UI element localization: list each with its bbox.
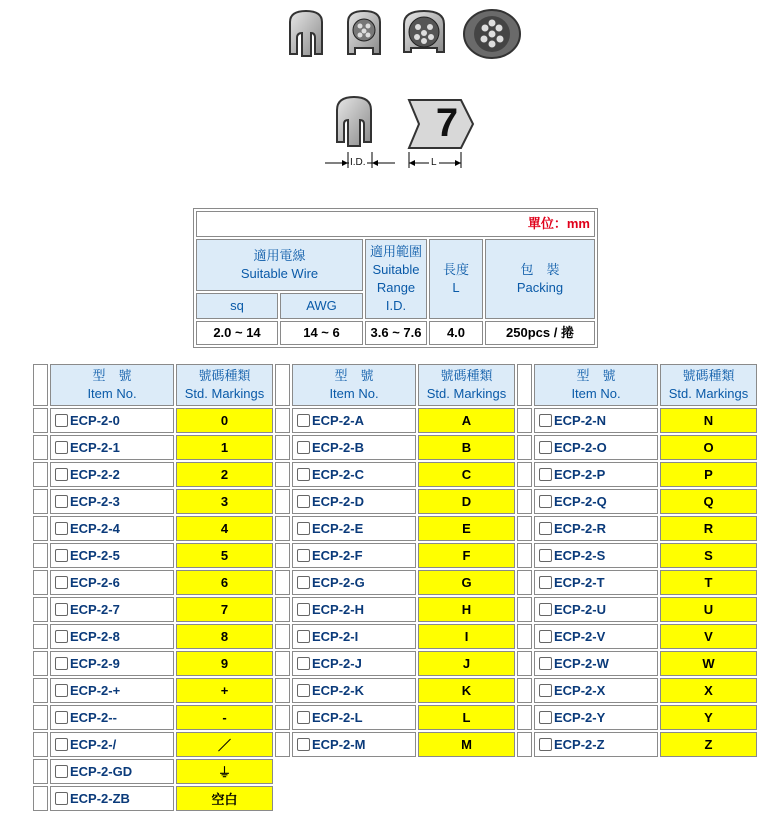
marking-cell: 1 (176, 435, 273, 460)
row-gap (275, 597, 290, 622)
row-gap (517, 732, 532, 757)
item-checkbox[interactable] (297, 414, 310, 427)
marking-cell: 7 (176, 597, 273, 622)
marking-cell: 2 (176, 462, 273, 487)
header-gap (517, 364, 532, 406)
table-row (33, 624, 757, 649)
marking-cell: 6 (176, 570, 273, 595)
row-gap (517, 570, 532, 595)
header-gap (275, 364, 290, 406)
item-checkbox[interactable] (297, 684, 310, 697)
range-value: 3.6 ~ 7.6 (365, 321, 427, 345)
item-number: ECP-2-GD (70, 764, 133, 779)
row-gap (33, 759, 48, 784)
item-cell (50, 624, 174, 649)
item-number: ECP-2-C (312, 467, 365, 482)
item-cell (292, 705, 416, 730)
table-row (33, 489, 757, 514)
item-number: ECP-2-1 (70, 440, 120, 455)
item-number: ECP-2-Z (554, 737, 605, 752)
row-gap (275, 570, 290, 595)
item-number: ECP-2-4 (70, 521, 120, 536)
item-number: ECP-2-3 (70, 494, 120, 509)
l-dimension-label: L (431, 157, 437, 168)
item-number: ECP-2-U (554, 602, 607, 617)
item-number: ECP-2-I (312, 629, 359, 644)
row-gap (275, 624, 290, 649)
table-row (33, 516, 757, 541)
item-cell (50, 597, 174, 622)
packing-header: 包 裝 Packing (485, 239, 595, 319)
item-checkbox[interactable] (55, 738, 68, 751)
item-checkbox[interactable] (539, 414, 552, 427)
marking-cell: L (418, 705, 515, 730)
marking-cell: D (418, 489, 515, 514)
row-gap (275, 651, 290, 676)
row-gap (33, 678, 48, 703)
item-checkbox[interactable] (297, 468, 310, 481)
item-checkbox[interactable] (55, 765, 68, 778)
row-gap (275, 543, 290, 568)
item-cell (534, 597, 658, 622)
item-checkbox[interactable] (539, 576, 552, 589)
item-no-header: 型 號 Item No. (534, 364, 658, 406)
item-number: ECP-2-- (70, 710, 117, 725)
item-number: ECP-2-T (554, 575, 605, 590)
item-checkbox[interactable] (55, 495, 68, 508)
marking-cell: - (176, 705, 273, 730)
item-number: ECP-2-Y (554, 710, 606, 725)
table-row (33, 732, 757, 757)
row-gap (275, 462, 290, 487)
row-gap (517, 651, 532, 676)
item-number: ECP-2-X (554, 683, 606, 698)
item-cell (292, 462, 416, 487)
table-row (33, 786, 757, 811)
row-gap (275, 732, 290, 757)
marking-cell: V (660, 624, 757, 649)
marking-cell: P (660, 462, 757, 487)
table-row (33, 408, 757, 433)
marking-cell: X (660, 678, 757, 703)
row-gap (33, 732, 48, 757)
item-number: ECP-2-A (312, 413, 365, 428)
row-gap (33, 408, 48, 433)
table-row (33, 678, 757, 703)
item-checkbox[interactable] (55, 441, 68, 454)
item-number: ECP-2-6 (70, 575, 120, 590)
table-row (33, 651, 757, 676)
spec-table (193, 208, 598, 348)
sq-value: 2.0 ~ 14 (196, 321, 278, 345)
empty-cell (275, 786, 515, 811)
awg-value: 14 ~ 6 (280, 321, 363, 345)
table-row (33, 705, 757, 730)
item-cell (50, 705, 174, 730)
item-cell (534, 435, 658, 460)
marking-cell: B (418, 435, 515, 460)
item-cell (50, 570, 174, 595)
item-checkbox[interactable] (55, 522, 68, 535)
item-cell (534, 543, 658, 568)
item-no-header: 型 號 Item No. (50, 364, 174, 406)
item-cell (50, 435, 174, 460)
row-gap (517, 435, 532, 460)
item-cell (292, 732, 416, 757)
marking-cell: G (418, 570, 515, 595)
item-cell (50, 462, 174, 487)
row-gap (33, 489, 48, 514)
table-row (33, 597, 757, 622)
item-cell (534, 651, 658, 676)
marking-cell: K (418, 678, 515, 703)
header-gap (33, 364, 48, 406)
marking-cell: M (418, 732, 515, 757)
row-gap (517, 597, 532, 622)
clip-photo-small (348, 11, 380, 54)
item-cell (534, 705, 658, 730)
marking-cell: Y (660, 705, 757, 730)
item-number: ECP-2-R (554, 521, 607, 536)
item-table (31, 362, 759, 813)
item-number: ECP-2-V (554, 629, 606, 644)
marking-cell: Z (660, 732, 757, 757)
marking-cell: A (418, 408, 515, 433)
item-number: ECP-2-ZB (70, 791, 130, 806)
length-value: 4.0 (429, 321, 483, 345)
marking-cell: J (418, 651, 515, 676)
marking-cell: U (660, 597, 757, 622)
empty-cell (517, 786, 757, 811)
item-checkbox[interactable] (55, 711, 68, 724)
awg-header: AWG (280, 293, 363, 319)
row-gap (33, 516, 48, 541)
item-checkbox[interactable] (297, 441, 310, 454)
row-gap (33, 786, 48, 811)
row-gap (33, 705, 48, 730)
item-cell (50, 786, 174, 811)
item-checkbox[interactable] (539, 657, 552, 670)
marking-cell: + (176, 678, 273, 703)
row-gap (517, 705, 532, 730)
item-checkbox[interactable] (297, 495, 310, 508)
item-checkbox[interactable] (55, 576, 68, 589)
item-no-header: 型 號 Item No. (292, 364, 416, 406)
markings-header: 號碼種類 Std. Markings (418, 364, 515, 406)
item-number: ECP-2-E (312, 521, 364, 536)
marking-cell: C (418, 462, 515, 487)
item-checkbox[interactable] (297, 549, 310, 562)
marking-cell: ⏚ (176, 759, 273, 784)
marking-cell: R (660, 516, 757, 541)
item-number: ECP-2-N (554, 413, 607, 428)
length-header: 長度 L (429, 239, 483, 319)
markings-header: 號碼種類 Std. Markings (176, 364, 273, 406)
marking-cell: W (660, 651, 757, 676)
item-cell (292, 678, 416, 703)
marking-cell: 5 (176, 543, 273, 568)
item-checkbox[interactable] (539, 495, 552, 508)
empty-cell (275, 759, 515, 784)
suitable-range-header: 適用範圍 Suitable Range I.D. (365, 239, 427, 319)
marking-cell: 4 (176, 516, 273, 541)
table-row (33, 759, 757, 784)
item-cell (292, 408, 416, 433)
row-gap (517, 408, 532, 433)
item-number: ECP-2-+ (70, 683, 121, 698)
item-checkbox[interactable] (539, 441, 552, 454)
item-number: ECP-2-D (312, 494, 365, 509)
item-cell (292, 516, 416, 541)
marking-cell: T (660, 570, 757, 595)
item-checkbox[interactable] (55, 468, 68, 481)
item-cell (292, 597, 416, 622)
item-cell (292, 570, 416, 595)
table-row (33, 462, 757, 487)
item-checkbox[interactable] (55, 657, 68, 670)
item-cell (534, 516, 658, 541)
row-gap (275, 678, 290, 703)
marking-cell: 9 (176, 651, 273, 676)
marking-cell: ／ (176, 732, 273, 757)
item-cell (50, 489, 174, 514)
row-gap (33, 597, 48, 622)
item-number: ECP-2-P (554, 467, 606, 482)
item-number: ECP-2-8 (70, 629, 120, 644)
item-checkbox[interactable] (539, 684, 552, 697)
item-cell (292, 489, 416, 514)
clip-side-view (337, 97, 371, 146)
item-cell (534, 489, 658, 514)
item-cell (534, 624, 658, 649)
marking-cell: 3 (176, 489, 273, 514)
item-cell (50, 516, 174, 541)
item-number: ECP-2-O (554, 440, 607, 455)
item-number: ECP-2-F (312, 548, 363, 563)
item-checkbox[interactable] (297, 522, 310, 535)
row-gap (275, 489, 290, 514)
item-number: ECP-2-B (312, 440, 365, 455)
item-checkbox[interactable] (539, 468, 552, 481)
item-number: ECP-2-H (312, 602, 365, 617)
item-checkbox[interactable] (297, 576, 310, 589)
unit-label: 單位：mm (196, 211, 595, 237)
clip-photo-large (464, 10, 520, 58)
item-number: ECP-2-G (312, 575, 365, 590)
marking-cell: S (660, 543, 757, 568)
item-cell (292, 651, 416, 676)
empty-cell (517, 759, 757, 784)
id-dimension-label: I.D. (350, 157, 366, 168)
row-gap (275, 516, 290, 541)
item-checkbox[interactable] (539, 603, 552, 616)
marking-cell: H (418, 597, 515, 622)
clip-photo-empty (290, 11, 322, 56)
row-gap (517, 543, 532, 568)
table-row (33, 435, 757, 460)
row-gap (517, 678, 532, 703)
item-number: ECP-2-0 (70, 413, 120, 428)
item-number: ECP-2-7 (70, 602, 120, 617)
item-checkbox[interactable] (297, 630, 310, 643)
row-gap (275, 705, 290, 730)
item-checkbox[interactable] (539, 738, 552, 751)
markings-header: 號碼種類 Std. Markings (660, 364, 757, 406)
item-cell (292, 543, 416, 568)
item-number: ECP-2-L (312, 710, 363, 725)
suitable-wire-header: 適用電線 Suitable Wire (196, 239, 363, 291)
item-checkbox[interactable] (55, 414, 68, 427)
marking-cell: O (660, 435, 757, 460)
item-checkbox[interactable] (297, 711, 310, 724)
item-cell (534, 678, 658, 703)
table-row (33, 570, 757, 595)
item-checkbox[interactable] (55, 684, 68, 697)
item-number: ECP-2-K (312, 683, 365, 698)
item-cell (50, 732, 174, 757)
table-row (33, 543, 757, 568)
item-checkbox[interactable] (297, 657, 310, 670)
marking-cell: I (418, 624, 515, 649)
row-gap (517, 489, 532, 514)
item-number: ECP-2-Q (554, 494, 607, 509)
item-number: ECP-2-/ (70, 737, 117, 752)
marking-cell: N (660, 408, 757, 433)
row-gap (517, 624, 532, 649)
row-gap (33, 435, 48, 460)
product-photos (282, 8, 532, 64)
item-checkbox[interactable] (539, 549, 552, 562)
item-cell (50, 543, 174, 568)
marking-cell: F (418, 543, 515, 568)
row-gap (517, 462, 532, 487)
item-number: ECP-2-J (312, 656, 362, 671)
marking-cell: E (418, 516, 515, 541)
item-cell (292, 624, 416, 649)
item-checkbox[interactable] (539, 630, 552, 643)
item-cell (50, 678, 174, 703)
row-gap (275, 435, 290, 460)
clip-photo-medium (404, 11, 444, 52)
item-cell (50, 408, 174, 433)
item-number: ECP-2-5 (70, 548, 120, 563)
item-checkbox[interactable] (297, 603, 310, 616)
item-checkbox[interactable] (539, 522, 552, 535)
row-gap (33, 624, 48, 649)
row-gap (33, 570, 48, 595)
packing-value: 250pcs / 捲 (485, 321, 595, 345)
row-gap (517, 516, 532, 541)
item-number: ECP-2-2 (70, 467, 120, 482)
item-cell (534, 732, 658, 757)
marking-cell: Q (660, 489, 757, 514)
marking-cell: 8 (176, 624, 273, 649)
marker-number: 7 (435, 101, 459, 145)
marking-cell: 空白 (176, 786, 273, 811)
item-number: ECP-2-9 (70, 656, 120, 671)
item-cell (534, 570, 658, 595)
row-gap (33, 462, 48, 487)
row-gap (33, 651, 48, 676)
item-checkbox[interactable] (55, 603, 68, 616)
item-checkbox[interactable] (297, 738, 310, 751)
item-checkbox[interactable] (55, 630, 68, 643)
item-checkbox[interactable] (55, 549, 68, 562)
row-gap (33, 543, 48, 568)
item-number: ECP-2-W (554, 656, 609, 671)
item-checkbox[interactable] (55, 792, 68, 805)
item-cell (534, 408, 658, 433)
item-checkbox[interactable] (539, 711, 552, 724)
row-gap (275, 408, 290, 433)
marking-cell: 0 (176, 408, 273, 433)
item-cell (534, 462, 658, 487)
item-cell (50, 759, 174, 784)
item-number: ECP-2-S (554, 548, 606, 563)
item-number: ECP-2-M (312, 737, 366, 752)
sq-header: sq (196, 293, 278, 319)
item-cell (292, 435, 416, 460)
item-cell (50, 651, 174, 676)
